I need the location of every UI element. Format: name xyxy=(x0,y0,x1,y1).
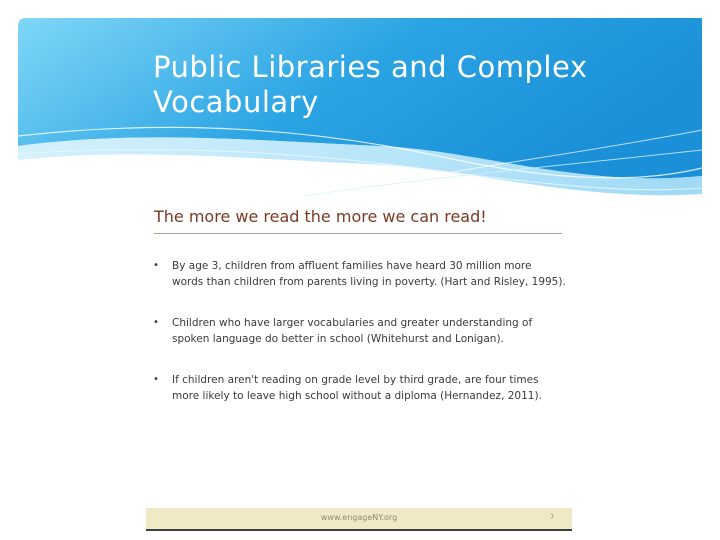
bullet-text: By age 3, children from affluent families have heard 30 million more words than children from parents living in poverty. (Hart and Risley, 1995). xyxy=(172,260,566,288)
heading-divider xyxy=(154,233,562,234)
bullet-icon: • xyxy=(153,374,159,385)
bullet-text: If children aren't reading on grade level by third grade, are four times more likely to leave high school without a diploma (Hernandez, 2011). xyxy=(172,374,542,402)
slide-title: Public Libraries and Complex Vocabulary xyxy=(153,50,588,119)
bullet-icon: • xyxy=(153,317,159,328)
bullet-item-whitehurst-lonigan xyxy=(152,315,566,347)
embedded-slide-heading: The more we read the more we can read! xyxy=(154,207,487,226)
footer-url: www.engageNY.org xyxy=(320,513,398,522)
embedded-slide-image xyxy=(146,196,572,531)
bullet-text: Children who have larger vocabularies and greater understanding of spoken language do better in school (Whitehurst and Lonigan). xyxy=(172,317,533,345)
embedded-slide-footer xyxy=(146,508,572,531)
bullet-list xyxy=(152,258,566,429)
bullet-item-hart-risley xyxy=(152,258,566,290)
footer-page-number: 7 xyxy=(550,514,554,521)
bullet-icon: • xyxy=(153,260,159,271)
bullet-item-hernandez xyxy=(152,372,566,404)
